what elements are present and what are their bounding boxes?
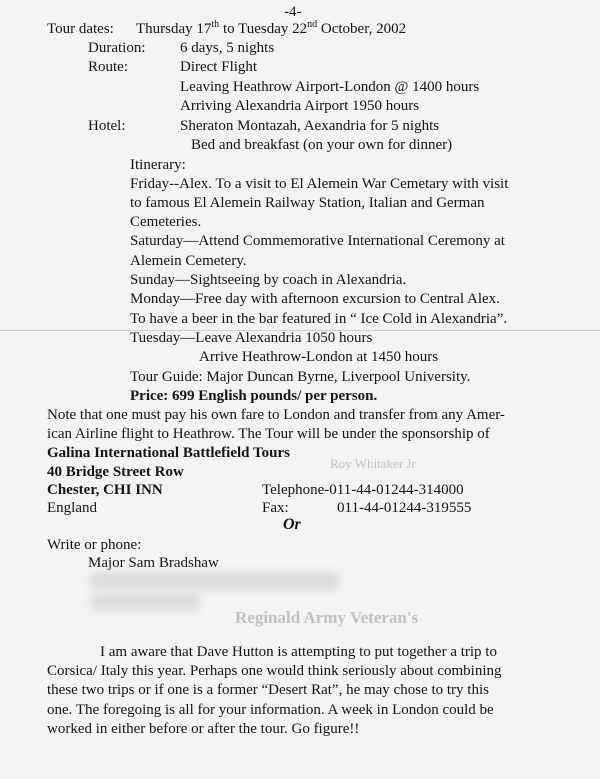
sponsor-city: Chester, CHI INN: [47, 482, 163, 498]
tour-price: Price: 699 English pounds/ per person.: [130, 388, 378, 404]
redacted-address: [90, 593, 200, 611]
itinerary-line: Cemeteries.: [130, 214, 202, 230]
hotel-board: Bed and breakfast (on your own for dinner): [191, 137, 453, 153]
route-value: Direct Flight: [180, 59, 258, 75]
note-line: Note that one must pay his own fare to London and transfer from any Amer-: [47, 407, 505, 423]
sponsor-fax: 011-44-01244-319555: [337, 500, 472, 516]
bleed-through-text: Roy Whitaker Jr: [330, 456, 416, 471]
itinerary-label: Itinerary:: [130, 157, 186, 173]
sponsor-street: 40 Bridge Street Row: [47, 464, 184, 480]
duration-value: 6 days, 5 nights: [180, 40, 275, 56]
tour-dates-value: Thursday 17th to Tuesday 22nd October, 2002: [136, 19, 407, 37]
page-number: -4-: [284, 4, 302, 20]
sponsor-name: Galina International Battlefield Tours: [47, 445, 290, 461]
note-line: ican Airline flight to Heathrow. The Tour will be under the sponsorship of: [47, 426, 490, 442]
closing-line: worked in either before or after the tour. Go figure!!: [47, 721, 360, 737]
write-label: Write or phone:: [47, 537, 142, 553]
bleed-through-heading: Reginald Army Veteran's: [235, 608, 419, 627]
route-departure: Leaving Heathrow Airport-London @ 1400 hours: [180, 79, 480, 95]
sponsor-country: England: [47, 500, 97, 516]
closing-line: Corsica/ Italy this year. Perhaps one would think seriously about combining: [47, 663, 502, 679]
closing-line: these two trips or if one is a former “Desert Rat”, he may chose to try this: [47, 682, 489, 698]
or-handwritten: Or: [283, 516, 301, 533]
itinerary-line: to famous El Alemein Railway Station, Italian and German: [130, 195, 485, 211]
closing-line: I am aware that Dave Hutton is attempting to put together a trip to: [100, 644, 497, 660]
hotel-value: Sheraton Montazah, Aexandria for 5 nights: [180, 118, 440, 134]
closing-line: one. The foregoing is all for your information. A week in London could be: [47, 702, 494, 718]
tour-guide: Tour Guide: Major Duncan Byrne, Liverpool University.: [130, 369, 471, 385]
route-label: Route:: [88, 59, 128, 75]
sponsor-telephone: Telephone-011-44-01244-314000: [262, 482, 464, 498]
itinerary-line: Alemein Cemetery.: [130, 253, 247, 269]
itinerary-line: To have a beer in the bar featured in “ Ice Cold in Alexandria”.: [130, 311, 508, 327]
itinerary-line: Tuesday—Leave Alexandria 1050 hours: [130, 330, 373, 346]
route-arrival: Arriving Alexandria Airport 1950 hours: [180, 98, 420, 114]
write-contact-name: Major Sam Bradshaw: [88, 555, 219, 571]
itinerary-line: Arrive Heathrow-London at 1450 hours: [199, 349, 439, 365]
duration-label: Duration:: [88, 40, 146, 56]
tour-dates-label: Tour dates:: [47, 21, 114, 37]
itinerary-line: Monday—Free day with afternoon excursion to Central Alex.: [130, 291, 500, 307]
itinerary-line: Saturday—Attend Commemorative International Ceremony at: [130, 233, 505, 249]
hotel-label: Hotel:: [88, 118, 126, 134]
itinerary-line: Sunday—Sightseeing by coach in Alexandria.: [130, 272, 407, 288]
itinerary-line: Friday--Alex. To a visit to El Alemein War Cemetary with visit: [130, 176, 509, 192]
sponsor-fax-label: Fax:: [262, 500, 289, 516]
redacted-address: [90, 572, 340, 590]
